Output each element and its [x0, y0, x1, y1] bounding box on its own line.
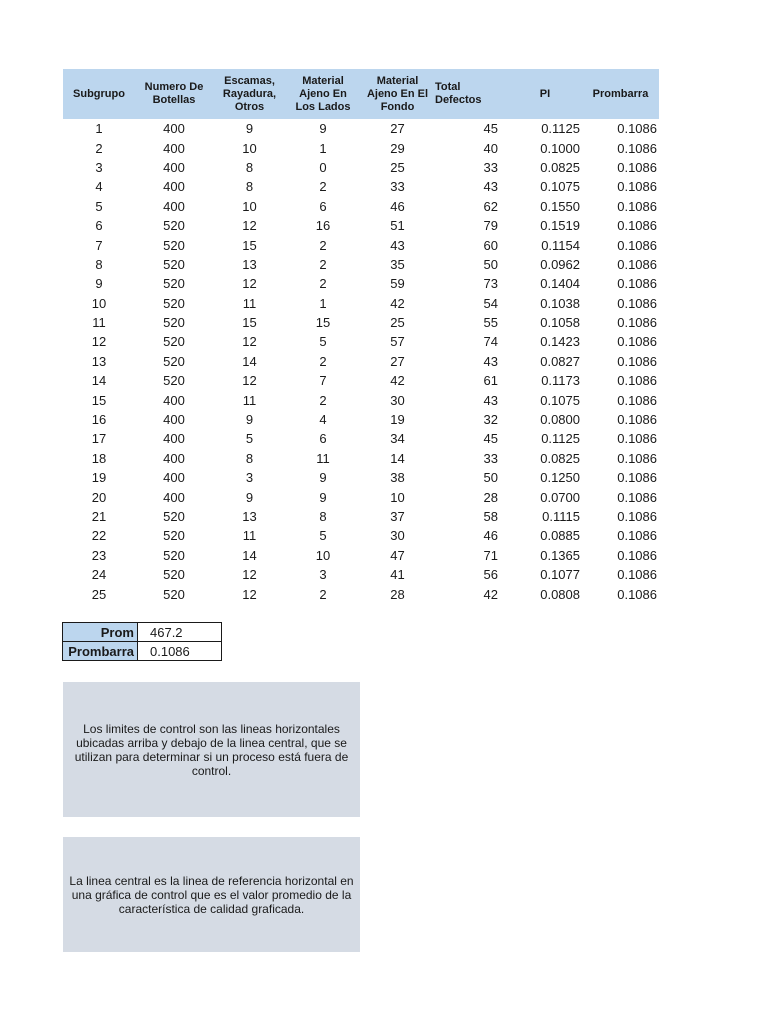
- prom-value: 467.2: [138, 623, 222, 642]
- prombarra-cell: 0.1086: [617, 489, 657, 505]
- prombarra-cell: 0.1086: [617, 140, 657, 156]
- fondo-cell: 46: [390, 198, 405, 214]
- escamas-cell: 14: [242, 547, 257, 563]
- total-defectos-cell: 56: [483, 567, 498, 583]
- prombarra-cell: 0.1086: [617, 256, 657, 272]
- botellas-cell: 520: [163, 567, 185, 583]
- subgrupo-cell: 4: [95, 179, 103, 195]
- fondo-cell: 14: [390, 450, 405, 466]
- lados-cell: 16: [315, 218, 331, 234]
- botellas-cell: 520: [163, 334, 185, 350]
- botellas-cell: 520: [163, 353, 185, 369]
- botellas-cell: 400: [163, 450, 185, 466]
- table-row: [63, 410, 659, 429]
- total-defectos-cell: 46: [483, 528, 498, 544]
- escamas-cell: 11: [242, 295, 257, 311]
- fondo-cell: 10: [390, 489, 405, 505]
- lados-cell: 7: [319, 373, 327, 389]
- botellas-cell: 520: [163, 586, 185, 602]
- prombarra-cell: 0.1086: [617, 567, 657, 583]
- escamas-cell: 11: [242, 392, 257, 408]
- pi-cell: 0.1077: [540, 567, 580, 583]
- total-defectos-cell: 33: [483, 159, 498, 175]
- total-defectos-cell: 43: [483, 392, 498, 408]
- escamas-cell: 8: [245, 179, 254, 195]
- lados-cell: 2: [319, 392, 327, 408]
- subgrupo-cell: 10: [91, 295, 107, 311]
- fondo-cell: 28: [390, 586, 405, 602]
- defects-table: [63, 69, 659, 604]
- fondo-cell: 51: [390, 218, 405, 234]
- subgrupo-cell: 19: [91, 470, 107, 486]
- botellas-cell: 520: [163, 547, 185, 563]
- table-row: [63, 119, 659, 138]
- prombarra-cell: 0.1086: [617, 509, 657, 524]
- table-row: [63, 177, 659, 196]
- botellas-cell: 400: [163, 179, 185, 195]
- pi-cell: 0.0827: [540, 353, 580, 369]
- table-header-row: [63, 69, 659, 119]
- escamas-cell: 9: [245, 121, 254, 137]
- subgrupo-cell: 20: [91, 489, 107, 505]
- botellas-cell: 520: [163, 218, 185, 234]
- table-row: [63, 313, 659, 332]
- lados-cell: 6: [319, 198, 327, 214]
- subgrupo-cell: 2: [95, 140, 103, 156]
- total-defectos-cell: 62: [483, 198, 498, 214]
- pi-cell: 0.1125: [541, 121, 580, 137]
- escamas-cell: 9: [245, 489, 254, 505]
- subgrupo-cell: 12: [91, 334, 107, 350]
- lados-cell: 1: [319, 140, 327, 156]
- subgrupo-cell: 21: [91, 509, 107, 524]
- prombarra-cell: 0.1086: [617, 334, 657, 350]
- lados-cell: 5: [319, 334, 327, 350]
- lados-cell: 0: [319, 159, 327, 175]
- table-row: [63, 449, 659, 468]
- fondo-cell: 38: [390, 470, 405, 486]
- lados-cell: 6: [319, 431, 327, 447]
- total-defectos-cell: 33: [483, 450, 498, 466]
- total-defectos-cell: 73: [483, 276, 498, 292]
- subgrupo-cell: 13: [91, 353, 107, 369]
- table-row: [63, 274, 659, 293]
- pi-cell: 0.1519: [540, 218, 580, 234]
- prombarra-cell: 0.1086: [617, 450, 657, 466]
- prombarra-cell: 0.1086: [617, 179, 657, 195]
- botellas-cell: 400: [163, 470, 185, 486]
- lados-cell: 9: [319, 121, 327, 137]
- prombarra-cell: 0.1086: [617, 528, 657, 544]
- total-defectos-cell: 54: [483, 295, 498, 311]
- botellas-cell: 520: [163, 295, 185, 311]
- subgrupo-cell: 1: [95, 121, 103, 137]
- total-defectos-cell: 32: [483, 412, 498, 428]
- total-defectos-cell: 50: [483, 256, 498, 272]
- header-numero-botellas: Numero De Botellas: [135, 69, 213, 119]
- table-row: [63, 526, 659, 545]
- botellas-cell: 400: [163, 431, 185, 447]
- total-defectos-cell: 43: [483, 353, 498, 369]
- lados-cell: 9: [319, 470, 327, 486]
- escamas-cell: 12: [242, 373, 257, 389]
- subgrupo-cell: 17: [91, 431, 107, 447]
- lados-cell: 5: [319, 528, 327, 544]
- control-limits-note: [63, 682, 360, 817]
- fondo-cell: 29: [390, 140, 405, 156]
- central-line-text: La linea central es la linea de referencia horizontal en una gráfica de control que es el valor promedio de la característica de calidad graficada.: [69, 873, 354, 916]
- subgrupo-cell: 22: [91, 528, 107, 544]
- subgrupo-cell: 25: [91, 586, 107, 602]
- control-limits-text: Los limites de control son las lineas horizontales ubicadas arriba y debajo de la linea central, que se utilizan para determinar si un proceso está fuera de control.: [74, 721, 349, 778]
- pi-cell: 0.1154: [541, 237, 580, 253]
- lados-cell: 2: [319, 237, 327, 253]
- table-row: [63, 158, 659, 177]
- table-row: [63, 235, 659, 254]
- total-defectos-cell: 40: [483, 140, 498, 156]
- botellas-cell: 520: [163, 315, 185, 331]
- summary-row-prombarra: [63, 642, 222, 661]
- header-subgrupo: Subgrupo: [63, 69, 135, 119]
- escamas-cell: 11: [242, 528, 257, 544]
- prombarra-cell: 0.1086: [617, 198, 657, 214]
- prombarra-cell: 0.1086: [617, 159, 657, 175]
- table-row: [63, 565, 659, 584]
- table-row: [63, 584, 659, 603]
- prombarra-cell: 0.1086: [617, 470, 657, 486]
- total-defectos-cell: 55: [483, 315, 498, 331]
- subgrupo-cell: 3: [95, 159, 103, 175]
- fondo-cell: 19: [390, 412, 405, 428]
- table-body: [63, 119, 659, 604]
- lados-cell: 2: [319, 276, 327, 292]
- subgrupo-cell: 5: [95, 198, 103, 214]
- prombarra-value: 0.1086: [138, 642, 222, 661]
- botellas-cell: 400: [163, 198, 185, 214]
- escamas-cell: 12: [242, 218, 257, 234]
- pi-cell: 0.1550: [540, 198, 580, 214]
- fondo-cell: 42: [390, 373, 405, 389]
- pi-cell: 0.0700: [540, 489, 580, 505]
- table-row: [63, 294, 659, 313]
- escamas-cell: 12: [242, 567, 257, 583]
- pi-cell: 0.1038: [540, 295, 580, 311]
- fondo-cell: 35: [390, 256, 405, 272]
- table-row: [63, 468, 659, 487]
- subgrupo-cell: 7: [95, 237, 103, 253]
- fondo-cell: 25: [390, 159, 405, 175]
- prombarra-cell: 0.1086: [617, 121, 657, 137]
- fondo-cell: 25: [390, 315, 405, 331]
- total-defectos-cell: 71: [483, 547, 498, 563]
- total-defectos-cell: 45: [483, 121, 498, 137]
- prombarra-cell: 0.1086: [617, 315, 657, 331]
- pi-cell: 0.1173: [541, 373, 580, 389]
- escamas-cell: 12: [242, 276, 257, 292]
- table-row: [63, 352, 659, 371]
- prombarra-cell: 0.1086: [617, 392, 657, 408]
- summary-table: [62, 622, 222, 661]
- escamas-cell: 15: [242, 315, 257, 331]
- lados-cell: 2: [319, 586, 327, 602]
- pi-cell: 0.1250: [540, 470, 580, 486]
- pi-cell: 0.0800: [540, 412, 580, 428]
- subgrupo-cell: 9: [95, 276, 103, 292]
- botellas-cell: 520: [163, 237, 185, 253]
- table-row: [63, 332, 659, 351]
- fondo-cell: 41: [390, 567, 405, 583]
- table-row: [63, 255, 659, 274]
- prombarra-cell: 0.1086: [617, 373, 657, 389]
- escamas-cell: 14: [242, 353, 257, 369]
- escamas-cell: 13: [242, 509, 257, 524]
- table-row: [63, 371, 659, 390]
- fondo-cell: 27: [390, 121, 405, 137]
- botellas-cell: 400: [163, 140, 185, 156]
- pi-cell: 0.1365: [540, 547, 580, 563]
- lados-cell: 2: [319, 256, 327, 272]
- prombarra-cell: 0.1086: [617, 237, 657, 253]
- total-defectos-cell: 58: [483, 509, 498, 524]
- prombarra-cell: 0.1086: [617, 295, 657, 311]
- pi-cell: 0.1075: [540, 392, 580, 408]
- fondo-cell: 43: [390, 237, 405, 253]
- subgrupo-cell: 23: [91, 547, 107, 563]
- escamas-cell: 12: [242, 334, 257, 350]
- fondo-cell: 30: [390, 392, 405, 408]
- table-row: [63, 487, 659, 506]
- pi-cell: 0.0825: [540, 450, 580, 466]
- pi-cell: 0.0885: [540, 528, 580, 544]
- table-row: [63, 429, 659, 448]
- subgrupo-cell: 24: [91, 567, 107, 583]
- prombarra-cell: 0.1086: [617, 353, 657, 369]
- header-pi: PI: [508, 69, 582, 119]
- subgrupo-cell: 6: [95, 218, 103, 234]
- botellas-cell: 400: [163, 159, 185, 175]
- total-defectos-cell: 61: [483, 373, 498, 389]
- total-defectos-cell: 50: [483, 470, 498, 486]
- pi-cell: 0.0962: [540, 256, 580, 272]
- escamas-cell: 5: [245, 431, 254, 447]
- botellas-cell: 520: [163, 256, 185, 272]
- subgrupo-cell: 15: [91, 392, 107, 408]
- pi-cell: 0.1125: [541, 431, 580, 447]
- fondo-cell: 42: [390, 295, 405, 311]
- prombarra-cell: 0.1086: [617, 431, 657, 447]
- header-total-defectos: Total Defectos: [435, 69, 508, 119]
- escamas-cell: 15: [242, 237, 257, 253]
- summary-row-prom: [63, 623, 222, 642]
- escamas-cell: 8: [245, 159, 254, 175]
- fondo-cell: 37: [390, 509, 405, 524]
- prombarra-cell: 0.1086: [617, 412, 657, 428]
- lados-cell: 2: [319, 353, 327, 369]
- botellas-cell: 400: [163, 489, 185, 505]
- table-row: [63, 390, 659, 409]
- prombarra-cell: 0.1086: [617, 218, 657, 234]
- prombarra-cell: 0.1086: [617, 547, 657, 563]
- fondo-cell: 47: [390, 547, 405, 563]
- header-escamas: Escamas, Rayadura, Otros: [213, 69, 286, 119]
- escamas-cell: 8: [245, 450, 254, 466]
- table-row: [63, 138, 659, 157]
- total-defectos-cell: 28: [483, 489, 498, 505]
- botellas-cell: 520: [163, 373, 185, 389]
- total-defectos-cell: 79: [483, 218, 498, 234]
- lados-cell: 15: [315, 315, 331, 331]
- lados-cell: 4: [319, 412, 327, 428]
- total-defectos-cell: 45: [483, 431, 498, 447]
- botellas-cell: 520: [163, 276, 185, 292]
- escamas-cell: 9: [245, 412, 254, 428]
- pi-cell: 0.1115: [542, 509, 580, 524]
- botellas-cell: 400: [163, 412, 185, 428]
- escamas-cell: 13: [242, 256, 257, 272]
- central-line-note: [63, 837, 360, 952]
- pi-cell: 0.1058: [540, 315, 580, 331]
- total-defectos-cell: 43: [483, 179, 498, 195]
- escamas-cell: 12: [242, 586, 257, 602]
- pi-cell: 0.1423: [540, 334, 580, 350]
- fondo-cell: 57: [390, 334, 405, 350]
- total-defectos-cell: 42: [483, 586, 498, 602]
- lados-cell: 3: [319, 567, 327, 583]
- total-defectos-cell: 60: [483, 237, 498, 253]
- prombarra-cell: 0.1086: [617, 276, 657, 292]
- lados-cell: 1: [319, 295, 327, 311]
- total-defectos-cell: 74: [483, 334, 498, 350]
- table-row: [63, 546, 659, 565]
- botellas-cell: 400: [163, 392, 185, 408]
- fondo-cell: 34: [390, 431, 405, 447]
- table-row: [63, 507, 659, 526]
- lados-cell: 11: [316, 450, 330, 466]
- pi-cell: 0.1000: [540, 140, 580, 156]
- subgrupo-cell: 18: [91, 450, 107, 466]
- header-material-fondo: Material Ajeno En El Fondo: [360, 69, 435, 119]
- subgrupo-cell: 11: [92, 315, 106, 331]
- prombarra-cell: 0.1086: [617, 586, 657, 602]
- prom-label: Prom: [63, 623, 138, 642]
- subgrupo-cell: 16: [91, 412, 107, 428]
- escamas-cell: 10: [242, 140, 257, 156]
- fondo-cell: 27: [390, 353, 405, 369]
- lados-cell: 2: [319, 179, 327, 195]
- botellas-cell: 520: [163, 528, 185, 544]
- prombarra-label: Prombarra: [63, 642, 138, 661]
- pi-cell: 0.0808: [540, 586, 580, 602]
- header-material-lados: Material Ajeno En Los Lados: [286, 69, 360, 119]
- lados-cell: 8: [319, 509, 327, 524]
- botellas-cell: 400: [163, 121, 185, 137]
- table-row: [63, 197, 659, 216]
- subgrupo-cell: 8: [95, 256, 103, 272]
- lados-cell: 9: [319, 489, 327, 505]
- pi-cell: 0.1404: [540, 276, 580, 292]
- subgrupo-cell: 14: [91, 373, 107, 389]
- table-row: [63, 216, 659, 235]
- botellas-cell: 520: [163, 509, 185, 524]
- header-prombarra: Prombarra: [582, 69, 659, 119]
- fondo-cell: 33: [390, 179, 405, 195]
- pi-cell: 0.0825: [540, 159, 580, 175]
- escamas-cell: 10: [242, 198, 257, 214]
- fondo-cell: 59: [390, 276, 405, 292]
- lados-cell: 10: [315, 547, 331, 563]
- pi-cell: 0.1075: [540, 179, 580, 195]
- escamas-cell: 3: [245, 470, 254, 486]
- fondo-cell: 30: [390, 528, 405, 544]
